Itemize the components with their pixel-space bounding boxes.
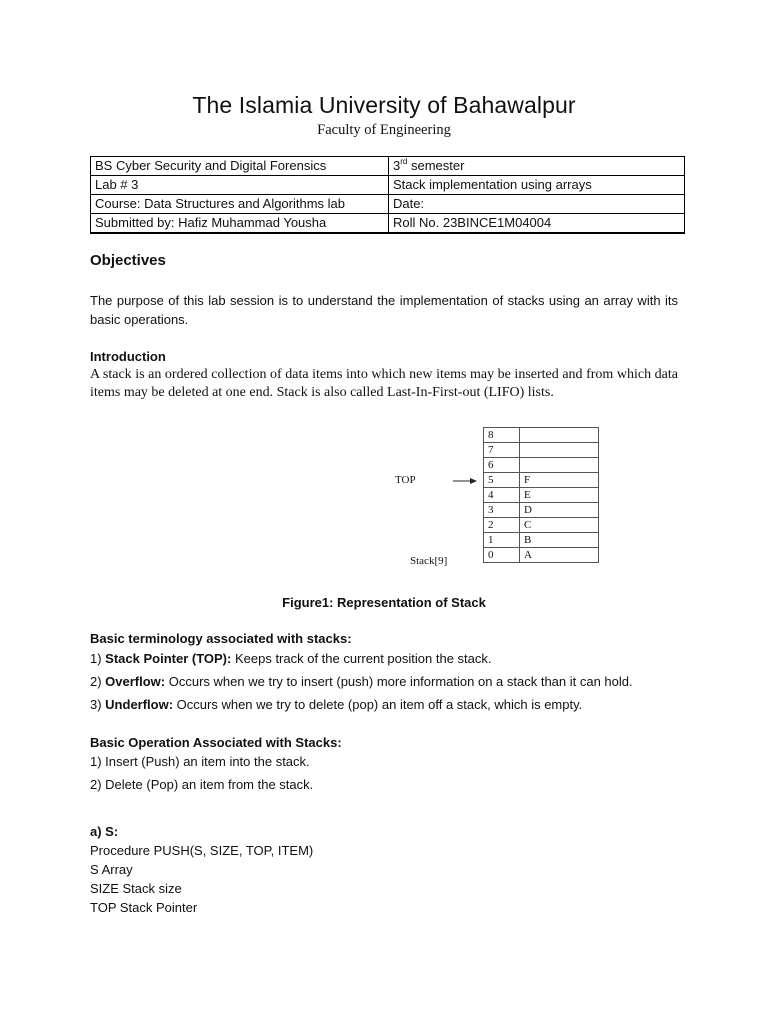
objectives-text: The purpose of this lab session is to understand the implementation of stacks using an array with its basic operations. <box>90 293 678 327</box>
procedure-line: Procedure PUSH(S, SIZE, TOP, ITEM) <box>90 843 314 858</box>
stack-value: D <box>520 503 599 518</box>
stack-row <box>484 443 599 458</box>
stack-row <box>484 428 599 443</box>
stack-index: 2 <box>484 518 520 533</box>
lab-info-table <box>90 156 685 234</box>
procedure-line: SIZE Stack size <box>90 881 182 896</box>
term-label: Stack Pointer (TOP): <box>105 651 232 666</box>
stack-index: 4 <box>484 488 520 503</box>
procedure-heading: a) S: <box>90 824 119 839</box>
table-row <box>91 214 685 234</box>
stack-diagram <box>483 427 599 563</box>
table-row <box>91 176 685 195</box>
top-arrow-icon <box>452 475 478 487</box>
stack-value: E <box>520 488 599 503</box>
stack-value <box>520 458 599 473</box>
date-cell: Date: <box>389 195 685 214</box>
course-cell: Course: Data Structures and Algorithms lab <box>91 195 389 214</box>
terminology-heading: Basic terminology associated with stacks: <box>90 631 352 646</box>
stack-index: 8 <box>484 428 520 443</box>
introduction-heading: Introduction <box>90 349 166 364</box>
operation-item: 2) Delete (Pop) an item from the stack. <box>90 777 314 792</box>
semester-cell <box>389 157 685 176</box>
objectives-heading: Objectives <box>90 252 166 269</box>
stack-value: F <box>520 473 599 488</box>
terminology-item: 2) Overflow: Occurs when we try to insert (push) more information on a stack than it can hold. <box>90 674 633 689</box>
stack-value <box>520 428 599 443</box>
stack-row <box>484 518 599 533</box>
stack-value <box>520 443 599 458</box>
semester-label: semester <box>407 158 465 173</box>
stack-row <box>484 473 599 488</box>
stack-row <box>484 458 599 473</box>
lab-number-cell: Lab # 3 <box>91 176 389 195</box>
stack-index: 1 <box>484 533 520 548</box>
lab-topic-cell: Stack implementation using arrays <box>389 176 685 195</box>
stack-row <box>484 488 599 503</box>
table-row <box>91 157 685 176</box>
stack-value: C <box>520 518 599 533</box>
stack-index: 0 <box>484 548 520 563</box>
university-title: The Islamia University of Bahawalpur <box>192 92 576 118</box>
table-row <box>91 195 685 214</box>
introduction-text: A stack is an ordered collection of data items into which new items may be inserted and from which data items may be deleted at one end. Stack is also called Last-In-First-out (LIFO) lists. <box>90 367 678 400</box>
submitted-by-cell: Submitted by: Hafiz Muhammad Yousha <box>91 214 389 234</box>
stack-index: 6 <box>484 458 520 473</box>
stack-index: 3 <box>484 503 520 518</box>
operations-heading: Basic Operation Associated with Stacks: <box>90 735 342 750</box>
roll-number-cell: Roll No. 23BINCE1M04004 <box>389 214 685 234</box>
procedure-line: S Array <box>90 862 133 877</box>
top-label: TOP <box>395 474 416 486</box>
stack-row <box>484 548 599 563</box>
terminology-item: 3) Underflow: Occurs when we try to delete (pop) an item off a stack, which is empty. <box>90 697 583 712</box>
stack-row <box>484 533 599 548</box>
term-label: Overflow: <box>105 674 166 689</box>
stack-index: 5 <box>484 473 520 488</box>
semester-ordinal: rd <box>400 156 408 166</box>
faculty-subtitle: Faculty of Engineering <box>317 122 451 138</box>
procedure-line: TOP Stack Pointer <box>90 900 198 915</box>
stack-value: B <box>520 533 599 548</box>
stack-row <box>484 503 599 518</box>
figure-caption: Figure1: Representation of Stack <box>282 595 486 610</box>
stack-index: 7 <box>484 443 520 458</box>
semester-number: 3 <box>393 158 401 173</box>
term-label: Underflow: <box>105 697 174 712</box>
stack-value: A <box>520 548 599 563</box>
program-cell: BS Cyber Security and Digital Forensics <box>91 157 389 176</box>
operation-item: 1) Insert (Push) an item into the stack. <box>90 754 310 769</box>
stack-array-label: Stack[9] <box>410 555 448 567</box>
terminology-item: 1) Stack Pointer (TOP): Keeps track of the current position the stack. <box>90 651 492 666</box>
